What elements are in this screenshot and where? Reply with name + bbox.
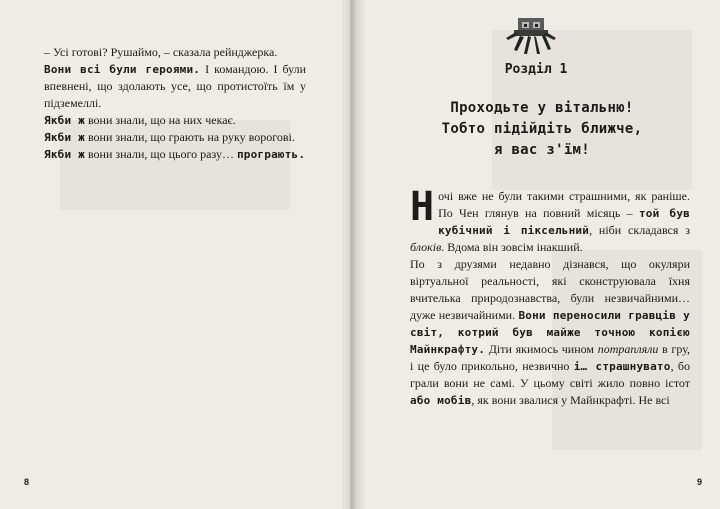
text-run: , ніби складався з	[589, 223, 690, 237]
drop-cap: Н	[410, 184, 435, 230]
text-run: в гру, і це було прикольно, незвично	[410, 342, 690, 373]
left-page-text	[44, 44, 306, 163]
page-number-right: 9	[696, 477, 702, 487]
emphasized-text: Якби ж	[44, 114, 85, 127]
paragraph	[410, 184, 690, 256]
paragraph	[44, 146, 306, 163]
text-run: І командою. І були впевнені, що здолають усе, що протистоїть їм у підземеллі.	[44, 62, 306, 110]
paragraph	[44, 112, 306, 129]
chapter-label: Розділ 1	[504, 62, 568, 77]
text-run: . Вдома він зовсім інакший.	[441, 240, 583, 254]
text-run: – Усі готові? Рушаймо, – сказала рейнджерка.	[44, 45, 278, 59]
emphasized-text: той був кубічний і піксельний	[438, 207, 690, 237]
chapter-title-line: Тобто підійдіть ближче,	[441, 121, 643, 137]
emphasized-text: Якби ж	[44, 148, 85, 161]
italic-text: потрапляли	[597, 342, 659, 356]
paragraph	[44, 61, 306, 112]
emphasized-text: програють.	[236, 148, 306, 161]
book-gutter	[340, 0, 366, 509]
emphasized-text: Якби ж	[44, 131, 85, 144]
left-page	[0, 0, 350, 509]
text-run: вони знали, що на них чекає.	[84, 113, 236, 127]
paragraph	[410, 256, 690, 409]
text-run: вони знали, що цього разу…	[84, 147, 237, 161]
paragraph	[44, 129, 306, 146]
right-page	[352, 0, 720, 509]
emphasized-text: Вони переносили гравців у світ, котрий був майже точною копією Майнкрафту.	[410, 309, 690, 356]
page-number-left: 8	[24, 477, 30, 487]
spider-mob-icon	[502, 8, 562, 58]
text-run: Діти якимось чином	[485, 342, 598, 356]
paragraph	[44, 44, 306, 61]
italic-text: блоків	[410, 240, 442, 254]
text-run: вони знали, що грають на руку ворогові.	[84, 130, 295, 144]
right-page-text	[410, 184, 690, 409]
text-run: , як вони звалися у Майнкрафті. Не всі	[471, 393, 670, 407]
emphasized-text: і… страшнувато	[573, 360, 671, 373]
text-run: , бо грали вони не самі. У цьому світі жило повно істот	[410, 359, 690, 390]
text-run: очі вже не були такими страшними, як раніше. По Чен глянув на повний місяць –	[438, 189, 690, 220]
emphasized-text: Вони всі були героями.	[44, 63, 201, 76]
emphasized-text: або мобів	[410, 394, 472, 407]
chapter-title-line: Проходьте у вітальню!	[450, 100, 634, 116]
chapter-title-line: я вас з'їм!	[493, 142, 591, 158]
chapter-title	[392, 98, 692, 161]
text-run: По з друзями недавно дізнався, що окуляри віртуальної реальності, які сконструювала їхня вчителька природознавства, були незвичайними… дуже незвичайними.	[410, 257, 690, 322]
